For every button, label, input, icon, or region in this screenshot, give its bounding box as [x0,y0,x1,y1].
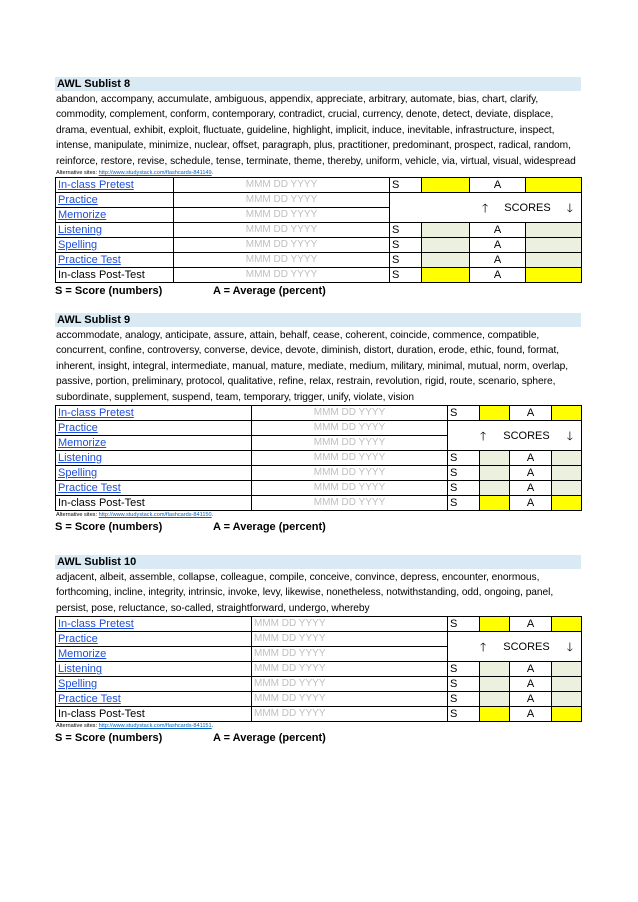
word-list: abandon, accompany, accumulate, ambiguous, appendix, appreciate, arbitrary, automate, bias, chart, clarify, commodity, complement, conform, contemporary, contradict, crucial, currency, denote, detect, deviate, displace, drama, eventual, exhibit, exploit, fluctuate, guideline, highlight, implicit, induce, inevitable, infrastructure, inspect, intense, manipulate, minimize, nuclear, offset, paragraph, plus, practitioner, predominant, prospect, radical, random, reinforce, restore, revise, schedule, tense, terminate, theme, thereby, uniform, vehicle, via, virtual, visual, widespread [56,94,576,167]
sublist-8-section [55,77,581,299]
average-cell[interactable] [552,677,582,692]
table-row [56,193,582,208]
date-field[interactable]: MMM DD YYYY [174,223,390,238]
table-row [56,692,582,707]
row-memorize[interactable]: Memorize [56,647,252,662]
alternative-sites: Alternative sites: http://www.studystack.com/flashcards-841150. [56,512,214,519]
table-row [56,632,582,647]
a-label: A [470,268,526,283]
arrow-down-icon: 🡓 [566,639,573,654]
a-label: A [510,496,552,511]
s-label: S [448,451,480,466]
score-cell[interactable] [422,238,470,253]
date-field[interactable]: MMM DD YYYY [252,692,448,707]
average-cell[interactable] [552,466,582,481]
table-row [56,481,582,496]
date-field[interactable]: MMM DD YYYY [252,707,448,722]
score-cell[interactable] [480,406,510,421]
a-label: A [470,238,526,253]
s-label: S [448,662,480,677]
row-pretest[interactable]: In-class Pretest [56,406,252,421]
table-row [56,617,582,632]
average-cell[interactable] [552,496,582,511]
row-practice[interactable]: Practice [56,632,252,647]
row-practice-test[interactable]: Practice Test [56,253,174,268]
score-cell[interactable] [480,677,510,692]
a-label: A [470,253,526,268]
s-label: S [448,496,480,511]
a-label: A [510,451,552,466]
row-practice[interactable]: Practice [56,193,174,208]
alternative-sites: Alternative sites: http://www.studystack.com/flashcards-841149. [56,170,214,177]
sublist-10-section [55,555,581,746]
row-spelling[interactable]: Spelling [56,466,252,481]
arrow-up-icon: 🡑 [482,200,489,215]
table-row [56,662,582,677]
table-row [56,496,582,511]
alt-site-link[interactable]: http://www.studystack.com/flashcards-841150 [98,512,212,519]
a-label: A [510,406,552,421]
a-label: A [510,677,552,692]
date-field[interactable]: MMM DD YYYY [252,617,448,632]
table-row [56,421,582,436]
activity-table [55,177,582,283]
date-field[interactable]: MMM DD YYYY [252,632,448,647]
score-cell[interactable] [422,268,470,283]
score-cell[interactable] [480,707,510,722]
a-label: A [470,178,526,193]
date-field[interactable]: MMM DD YYYY [174,238,390,253]
s-label: S [390,268,422,283]
date-field[interactable]: MMM DD YYYY [252,436,448,451]
s-label: S [448,692,480,707]
section-title: AWL Sublist 8 [55,77,581,91]
average-cell[interactable] [552,692,582,707]
table-row [56,406,582,421]
arrow-down-icon: 🡓 [566,428,573,443]
section-title: AWL Sublist 9 [55,313,581,327]
table-row [56,238,582,253]
scores-header: 🡑 SCORES 🡓 [448,632,582,662]
row-pretest[interactable]: In-class Pretest [56,178,174,193]
score-cell[interactable] [480,692,510,707]
row-memorize[interactable]: Memorize [56,436,252,451]
a-label: A [510,481,552,496]
date-field[interactable]: MMM DD YYYY [252,466,448,481]
table-row [56,451,582,466]
a-label: A [510,466,552,481]
row-spelling[interactable]: Spelling [56,677,252,692]
sublist-9-section [55,313,581,535]
word-list: adjacent, albeit, assemble, collapse, colleague, compile, conceive, convince, depress, encounter, enormous, forthcoming, incline, integrity, intrinsic, invoke, levy, likewise, nonetheless, notwithstanding, odd, ongoing, panel, persist, pose, reluctance, so-called, straightforward, undergo, whereby [56,572,554,614]
s-label: S [448,677,480,692]
average-cell[interactable] [526,268,582,283]
alternative-sites: Alternative sites: http://www.studystack.com/flashcards-841151. [56,723,214,730]
row-spelling[interactable]: Spelling [56,238,174,253]
s-label: S [390,253,422,268]
date-field[interactable]: MMM DD YYYY [252,647,448,662]
score-cell[interactable] [422,253,470,268]
s-label: S [390,223,422,238]
table-row [56,223,582,238]
legend: S = Score (numbers) A = Average (percent) [55,732,326,745]
activity-table [55,405,582,511]
table-row [56,178,582,193]
row-practice-test[interactable]: Practice Test [56,692,252,707]
a-label: A [510,617,552,632]
table-row [56,253,582,268]
row-listening[interactable]: Listening [56,223,174,238]
s-label: S [448,406,480,421]
scores-header: 🡑 SCORES 🡓 [390,193,582,223]
date-field[interactable]: MMM DD YYYY [252,421,448,436]
average-cell[interactable] [552,662,582,677]
a-label: A [470,223,526,238]
row-pretest[interactable]: In-class Pretest [56,617,252,632]
table-row [56,677,582,692]
row-listening[interactable]: Listening [56,662,252,677]
activity-table [55,616,582,722]
table-row [56,707,582,722]
date-field[interactable]: MMM DD YYYY [174,178,390,193]
a-label: A [510,707,552,722]
date-field[interactable]: MMM DD YYYY [252,496,448,511]
a-label: A [510,662,552,677]
date-field[interactable]: MMM DD YYYY [174,253,390,268]
score-cell[interactable] [480,496,510,511]
date-field[interactable]: MMM DD YYYY [252,662,448,677]
date-field[interactable]: MMM DD YYYY [252,451,448,466]
average-cell[interactable] [526,178,582,193]
s-label: S [448,481,480,496]
row-practice[interactable]: Practice [56,421,252,436]
alt-site-link[interactable]: http://www.studystack.com/flashcards-841151 [98,723,212,730]
score-cell[interactable] [422,178,470,193]
word-list: accommodate, analogy, anticipate, assure, attain, behalf, cease, coherent, coincide, commence, compatible, concurrent, confine, controversy, converse, device, devote, diminish, distort, duration, erode, ethic, found, format, inherent, insight, integral, intermediate, manual, mature, mediate, medium, military, minimal, mutual, norm, overlap, passive, portion, preliminary, protocol, qualitative, refine, relax, restrain, revolution, rigid, route, scenario, sphere, subordinate, supplement, suspend, team, temporary, trigger, unify, violate, vision [56,330,569,403]
s-label: S [448,617,480,632]
arrow-up-icon: 🡑 [480,639,487,654]
row-memorize[interactable]: Memorize [56,208,174,223]
score-cell[interactable] [480,466,510,481]
average-cell[interactable] [552,406,582,421]
s-label: S [448,707,480,722]
date-field[interactable]: MMM DD YYYY [174,208,390,223]
scores-header: 🡑 SCORES 🡓 [448,421,582,451]
s-label: S [390,238,422,253]
average-cell[interactable] [552,451,582,466]
alt-site-link[interactable]: http://www.studystack.com/flashcards-841149 [98,170,212,177]
a-label: A [510,692,552,707]
date-field[interactable]: MMM DD YYYY [174,268,390,283]
date-field[interactable]: MMM DD YYYY [174,193,390,208]
score-cell[interactable] [480,481,510,496]
row-posttest: In-class Post-Test [56,707,252,722]
table-row [56,268,582,283]
date-field[interactable]: MMM DD YYYY [252,677,448,692]
average-cell[interactable] [552,707,582,722]
s-label: S [448,466,480,481]
average-cell[interactable] [526,253,582,268]
s-label: S [390,178,422,193]
row-practice-test[interactable]: Practice Test [56,481,252,496]
section-title: AWL Sublist 10 [55,555,581,569]
row-listening[interactable]: Listening [56,451,252,466]
arrow-up-icon: 🡑 [480,428,487,443]
score-cell[interactable] [422,223,470,238]
average-cell[interactable] [526,223,582,238]
date-field[interactable]: MMM DD YYYY [252,406,448,421]
row-posttest: In-class Post-Test [56,496,252,511]
row-posttest: In-class Post-Test [56,268,174,283]
legend: S = Score (numbers) A = Average (percent) [55,521,326,534]
table-row [56,466,582,481]
date-field[interactable]: MMM DD YYYY [252,481,448,496]
score-cell[interactable] [480,617,510,632]
score-cell[interactable] [480,662,510,677]
legend: S = Score (numbers) A = Average (percent) [55,285,326,298]
average-cell[interactable] [526,238,582,253]
score-cell[interactable] [480,451,510,466]
average-cell[interactable] [552,481,582,496]
average-cell[interactable] [552,617,582,632]
arrow-down-icon: 🡓 [566,200,573,215]
